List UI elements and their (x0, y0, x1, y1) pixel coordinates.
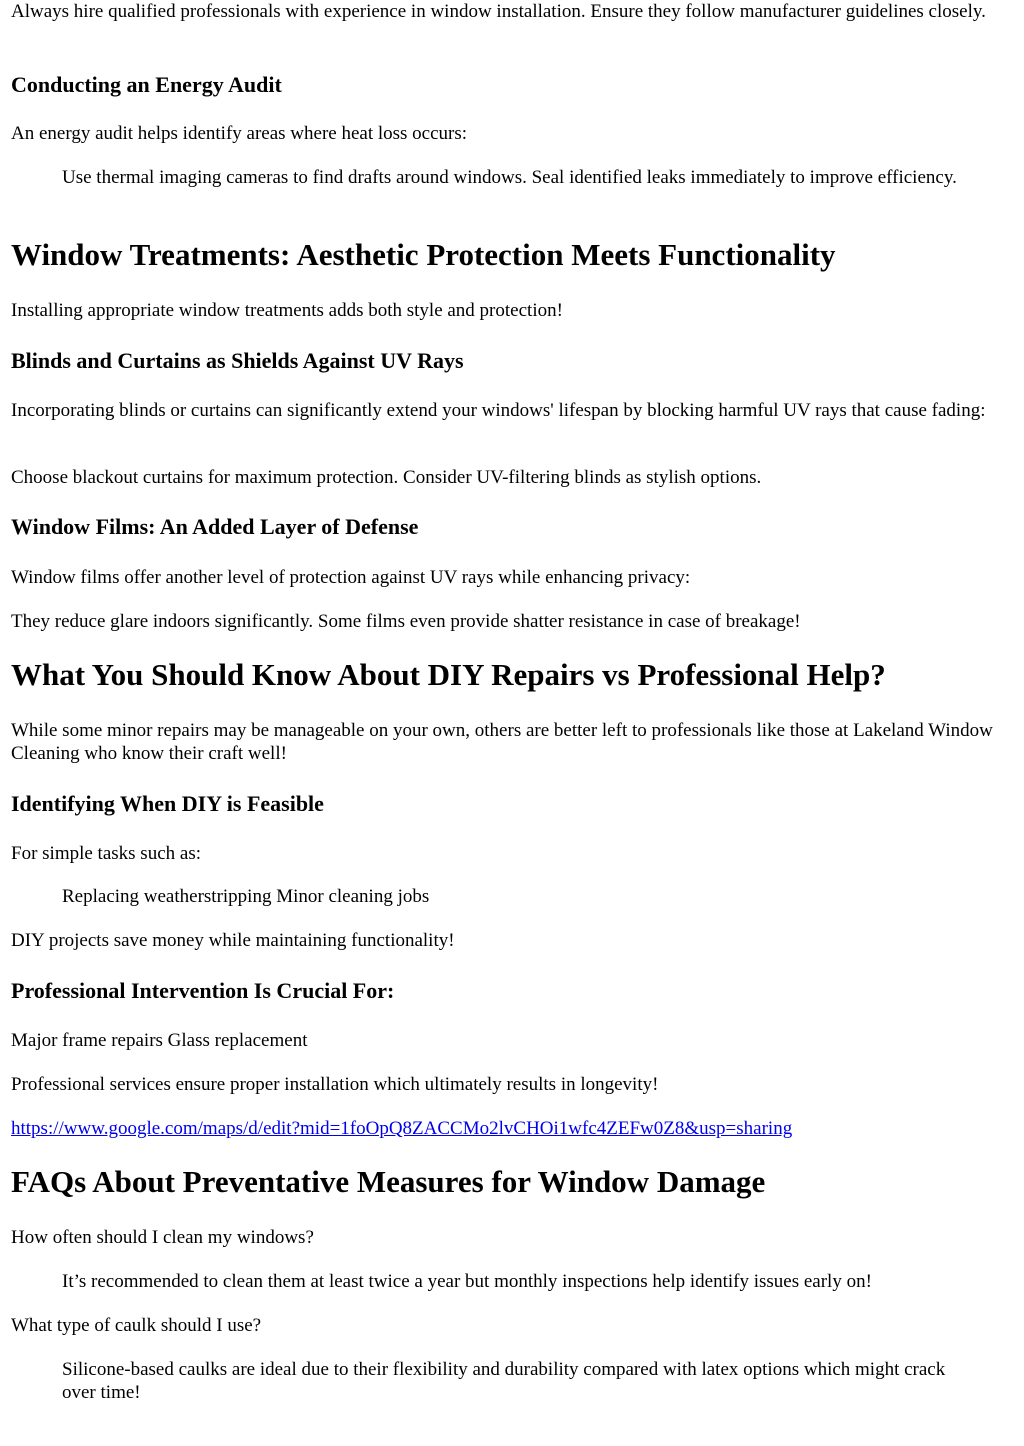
heading-window-treatments: Window Treatments: Aesthetic Protection Meets Functionality (11, 237, 836, 272)
paragraph-window-films: Window films offer another level of protection against UV rays while enhancing privacy: (11, 567, 691, 588)
paragraph-blackout-curtains: Choose blackout curtains for maximum protection. Consider UV-filtering blinds as stylish options. (11, 467, 762, 488)
paragraph-blinds-curtains: Incorporating blinds or curtains can significantly extend your windows' lifespan by blocking harmful UV rays that cause fading: (11, 400, 986, 421)
faq-question-clean-windows: How often should I clean my windows? (11, 1227, 314, 1248)
link-paragraph (11, 1117, 1015, 1140)
paragraph-hire-professionals: Always hire qualified professionals with experience in window installation. Ensure they follow manufacturer guidelines closely. (11, 1, 986, 22)
paragraph-window-treatments: Installing appropriate window treatments adds both style and protection! (11, 300, 563, 321)
faq-question-caulk-type: What type of caulk should I use? (11, 1315, 262, 1336)
heading-professional-crucial: Professional Intervention Is Crucial For: (11, 978, 395, 1003)
paragraph-simple-tasks: For simple tasks such as: (11, 843, 201, 864)
faq-answer-clean-windows: It’s recommended to clean them at least twice a year but monthly inspections help identify issues early on! (62, 1271, 872, 1292)
heading-diy-feasible: Identifying When DIY is Feasible (11, 791, 324, 816)
quote-thermal-imaging: Use thermal imaging cameras to find drafts around windows. Seal identified leaks immediately to improve efficiency. (62, 167, 957, 188)
google-maps-link[interactable]: https://www.google.com/maps/d/edit?mid=1foOpQ8ZACCMo2lvCHOi1wfc4ZEFw0Z8&usp=sharing (11, 1118, 793, 1139)
heading-diy-vs-professional: What You Should Know About DIY Repairs vs Professional Help? (11, 657, 886, 692)
faq-answer-caulk-type: Silicone-based caulks are ideal due to their flexibility and durability compared with latex options which might crack over time! (62, 1359, 946, 1403)
paragraph-diy-save-money: DIY projects save money while maintaining functionality! (11, 930, 455, 951)
quote-weatherstripping: Replacing weatherstripping Minor cleaning jobs (62, 886, 430, 907)
paragraph-reduce-glare: They reduce glare indoors significantly. Some films even provide shatter resistance in case of breakage! (11, 611, 801, 632)
paragraph-diy-intro: While some minor repairs may be manageable on your own, others are better left to professionals like those at Lakeland Window Cleaning who know their craft well! (11, 720, 993, 764)
heading-faqs: FAQs About Preventative Measures for Window Damage (11, 1164, 766, 1199)
paragraph-energy-audit: An energy audit helps identify areas where heat loss occurs: (11, 123, 468, 144)
heading-window-films: Window Films: An Added Layer of Defense (11, 514, 419, 539)
paragraph-professional-services: Professional services ensure proper installation which ultimately results in longevity! (11, 1074, 659, 1095)
heading-energy-audit: Conducting an Energy Audit (11, 72, 282, 97)
heading-blinds-curtains: Blinds and Curtains as Shields Against UV Rays (11, 348, 464, 373)
paragraph-major-repairs: Major frame repairs Glass replacement (11, 1030, 308, 1051)
